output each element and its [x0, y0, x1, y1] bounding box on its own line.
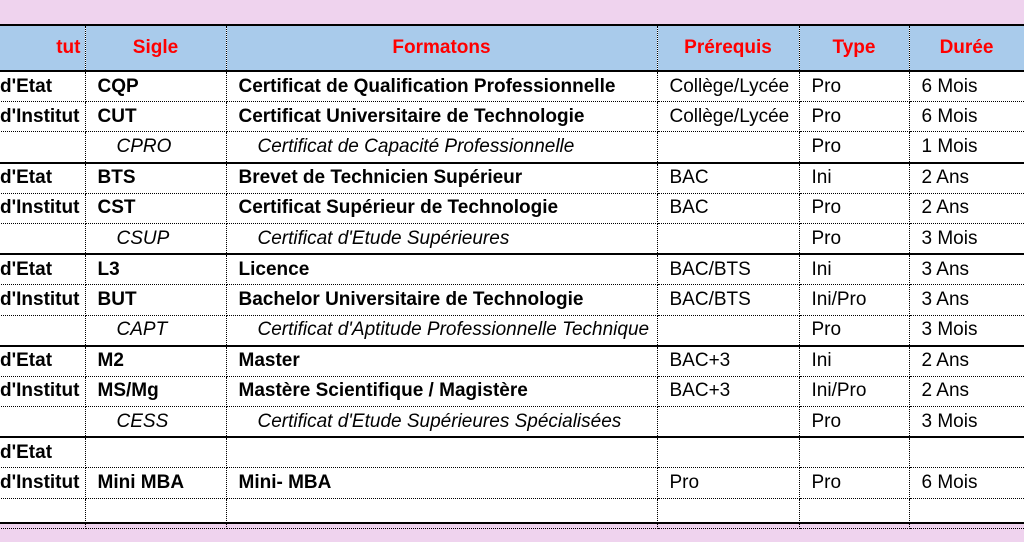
type-cell[interactable]: Ini/Pro [799, 285, 909, 315]
formation-cell[interactable]: Certificat de Qualification Professionnelle [226, 71, 657, 102]
duree-cell[interactable] [909, 437, 1024, 468]
header-status[interactable]: tut [0, 26, 85, 71]
table-row [0, 254, 1024, 285]
formation-cell[interactable]: Certificat d'Aptitude Professionnelle Technique [226, 315, 657, 346]
sigle-cell[interactable]: CSUP [85, 223, 226, 254]
sigle-cell[interactable]: CST [85, 193, 226, 223]
sigle-cell[interactable] [85, 498, 226, 528]
formation-cell[interactable]: Mini- MBA [226, 468, 657, 498]
status-cell[interactable] [0, 223, 85, 254]
prerequis-cell[interactable]: BAC [657, 193, 799, 223]
status-cell[interactable]: d'Etat [0, 346, 85, 377]
type-cell[interactable]: Pro [799, 132, 909, 163]
prerequis-cell[interactable]: Collège/Lycée [657, 102, 799, 132]
formation-cell[interactable]: Bachelor Universitaire de Technologie [226, 285, 657, 315]
prerequis-cell[interactable]: BAC+3 [657, 376, 799, 406]
duree-cell[interactable] [909, 498, 1024, 528]
status-cell[interactable]: d'Institut [0, 376, 85, 406]
formation-cell[interactable]: Certificat Universitaire de Technologie [226, 102, 657, 132]
formation-cell[interactable] [226, 498, 657, 528]
type-cell[interactable]: Ini [799, 346, 909, 377]
sigle-cell[interactable]: CAPT [85, 315, 226, 346]
header-duree[interactable]: Durée [909, 26, 1024, 71]
type-cell[interactable]: Pro [799, 102, 909, 132]
formation-cell[interactable]: Brevet de Technicien Supérieur [226, 163, 657, 194]
formation-cell[interactable]: Certificat d'Etude Supérieures [226, 223, 657, 254]
table-row [0, 163, 1024, 194]
table-row [0, 193, 1024, 223]
status-cell[interactable]: d'Etat [0, 254, 85, 285]
status-cell[interactable]: d'Etat [0, 437, 85, 468]
formation-cell[interactable]: Certificat de Capacité Professionnelle [226, 132, 657, 163]
header-formations[interactable]: Formatons [226, 26, 657, 71]
duree-cell[interactable]: 1 Mois [909, 132, 1024, 163]
prerequis-cell[interactable] [657, 498, 799, 528]
table-row [0, 71, 1024, 102]
duree-cell[interactable]: 2 Ans [909, 193, 1024, 223]
prerequis-cell[interactable] [657, 223, 799, 254]
type-cell[interactable] [799, 437, 909, 468]
type-cell[interactable]: Pro [799, 315, 909, 346]
formation-cell[interactable]: Licence [226, 254, 657, 285]
prerequis-cell[interactable] [657, 132, 799, 163]
table-row [0, 498, 1024, 528]
type-cell[interactable]: Ini/Pro [799, 376, 909, 406]
prerequis-cell[interactable]: BAC/BTS [657, 285, 799, 315]
duree-cell[interactable]: 2 Ans [909, 163, 1024, 194]
type-cell[interactable]: Pro [799, 223, 909, 254]
spreadsheet-sheet [0, 24, 1024, 524]
header-type[interactable]: Type [799, 26, 909, 71]
formation-cell[interactable]: Master [226, 346, 657, 377]
table-row [0, 407, 1024, 438]
formation-cell[interactable]: Mastère Scientifique / Magistère [226, 376, 657, 406]
prerequis-cell[interactable]: Collège/Lycée [657, 71, 799, 102]
duree-cell[interactable]: 2 Ans [909, 346, 1024, 377]
sigle-cell[interactable]: M2 [85, 346, 226, 377]
status-cell[interactable]: d'Etat [0, 71, 85, 102]
sigle-cell[interactable]: L3 [85, 254, 226, 285]
formations-table [0, 26, 1024, 529]
sigle-cell[interactable] [85, 437, 226, 468]
sigle-cell[interactable]: BUT [85, 285, 226, 315]
header-sigle[interactable]: Sigle [85, 26, 226, 71]
prerequis-cell[interactable]: Pro [657, 468, 799, 498]
formation-cell[interactable] [226, 437, 657, 468]
formation-cell[interactable]: Certificat Supérieur de Technologie [226, 193, 657, 223]
status-cell[interactable]: d'Institut [0, 285, 85, 315]
sigle-cell[interactable]: CESS [85, 407, 226, 438]
type-cell[interactable]: Ini [799, 163, 909, 194]
type-cell[interactable]: Ini [799, 254, 909, 285]
sigle-cell[interactable]: BTS [85, 163, 226, 194]
table-row [0, 315, 1024, 346]
prerequis-cell[interactable] [657, 407, 799, 438]
duree-cell[interactable]: 3 Mois [909, 223, 1024, 254]
header-row [0, 26, 1024, 71]
prerequis-cell[interactable]: BAC+3 [657, 346, 799, 377]
duree-cell[interactable]: 6 Mois [909, 71, 1024, 102]
type-cell[interactable]: Pro [799, 71, 909, 102]
status-cell[interactable]: d'Institut [0, 102, 85, 132]
type-cell[interactable]: Pro [799, 407, 909, 438]
table-row [0, 102, 1024, 132]
prerequis-cell[interactable] [657, 437, 799, 468]
duree-cell[interactable]: 3 Ans [909, 254, 1024, 285]
prerequis-cell[interactable]: BAC [657, 163, 799, 194]
formation-cell[interactable]: Certificat d'Etude Supérieures Spécialisées [226, 407, 657, 438]
status-cell[interactable]: d'Institut [0, 468, 85, 498]
duree-cell[interactable]: 6 Mois [909, 102, 1024, 132]
duree-cell[interactable]: 2 Ans [909, 376, 1024, 406]
prerequis-cell[interactable] [657, 315, 799, 346]
type-cell[interactable]: Pro [799, 468, 909, 498]
sigle-cell[interactable]: CPRO [85, 132, 226, 163]
type-cell[interactable]: Pro [799, 193, 909, 223]
duree-cell[interactable]: 3 Mois [909, 315, 1024, 346]
duree-cell[interactable]: 6 Mois [909, 468, 1024, 498]
table-row [0, 285, 1024, 315]
table-row [0, 376, 1024, 406]
duree-cell[interactable]: 3 Ans [909, 285, 1024, 315]
status-cell[interactable]: d'Institut [0, 193, 85, 223]
table-row [0, 132, 1024, 163]
table-row [0, 346, 1024, 377]
sigle-cell[interactable]: MS/Mg [85, 376, 226, 406]
type-cell[interactable] [799, 498, 909, 528]
status-cell[interactable] [0, 132, 85, 163]
status-cell[interactable]: d'Etat [0, 163, 85, 194]
status-cell[interactable] [0, 315, 85, 346]
prerequis-cell[interactable]: BAC/BTS [657, 254, 799, 285]
table-row [0, 223, 1024, 254]
table-row [0, 437, 1024, 468]
header-prerequis[interactable]: Prérequis [657, 26, 799, 71]
table-row [0, 468, 1024, 498]
sigle-cell[interactable]: Mini MBA [85, 468, 226, 498]
sigle-cell[interactable]: CQP [85, 71, 226, 102]
sigle-cell[interactable]: CUT [85, 102, 226, 132]
status-cell[interactable] [0, 498, 85, 528]
status-cell[interactable] [0, 407, 85, 438]
duree-cell[interactable]: 3 Mois [909, 407, 1024, 438]
